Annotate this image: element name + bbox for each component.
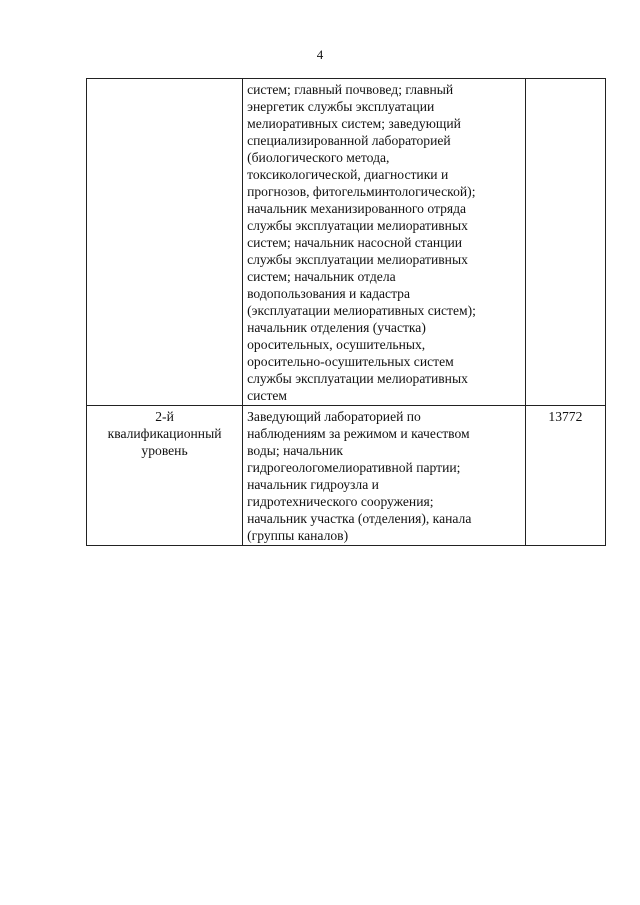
- position-text-line: специализированной лабораторией: [247, 133, 451, 148]
- position-text-line: мелиоративных систем; заведующий: [247, 116, 461, 131]
- position-text-line: токсикологической, диагностики и: [247, 167, 449, 182]
- qualification-level-text: квалификационный: [107, 426, 222, 441]
- position-text-line: службы эксплуатации мелиоративных: [247, 252, 468, 267]
- position-text-line: Заведующий лабораторией по: [247, 409, 421, 424]
- page-number: 4: [316, 47, 324, 62]
- table-row: [87, 79, 606, 406]
- position-text-line: начальник отделения (участка): [247, 320, 426, 335]
- position-text-line: начальник участка (отделения), канала: [247, 511, 472, 526]
- position-text-line: прогнозов, фитогельминтологической);: [247, 184, 476, 199]
- position-text-line: начальник механизированного отряда: [247, 201, 467, 216]
- salary-cell: 13772: [525, 406, 605, 546]
- position-text-line: систем; начальник насосной станции: [247, 235, 463, 250]
- qualification-level-text: уровень: [141, 443, 188, 458]
- position-text-line: начальник гидроузла и: [247, 477, 379, 492]
- positions-cell: [243, 406, 526, 546]
- qualification-table: [86, 78, 606, 546]
- position-text-line: систем: [247, 388, 288, 403]
- salary-cell: [525, 79, 605, 406]
- position-text-line: оросительных, осушительных,: [247, 337, 426, 352]
- position-text-line: гидротехнического сооружения;: [247, 494, 434, 509]
- qualification-level-text: 2-й: [155, 409, 174, 424]
- position-text-line: систем; главный почвовед; главный: [247, 82, 454, 97]
- position-text-line: (биологического метода,: [247, 150, 390, 165]
- position-text-line: воды; начальник: [247, 443, 343, 458]
- position-text-line: гидрогеологомелиоративной партии;: [247, 460, 461, 475]
- position-text-line: наблюдениям за режимом и качеством: [247, 426, 470, 441]
- position-text-line: службы эксплуатации мелиоративных: [247, 218, 468, 233]
- position-text-line: службы эксплуатации мелиоративных: [247, 371, 468, 386]
- qualification-level-cell: [87, 406, 243, 546]
- position-text-line: систем; начальник отдела: [247, 269, 396, 284]
- position-text-line: (эксплуатации мелиоративных систем);: [247, 303, 476, 318]
- table-row: [87, 406, 606, 546]
- position-text-line: водопользования и кадастра: [247, 286, 411, 301]
- position-text-line: (группы каналов): [247, 528, 349, 543]
- position-text-line: оросительно-осушительных систем: [247, 354, 454, 369]
- qualification-level-cell: [87, 79, 243, 406]
- position-text-line: энергетик службы эксплуатации: [247, 99, 435, 114]
- positions-cell: [243, 79, 526, 406]
